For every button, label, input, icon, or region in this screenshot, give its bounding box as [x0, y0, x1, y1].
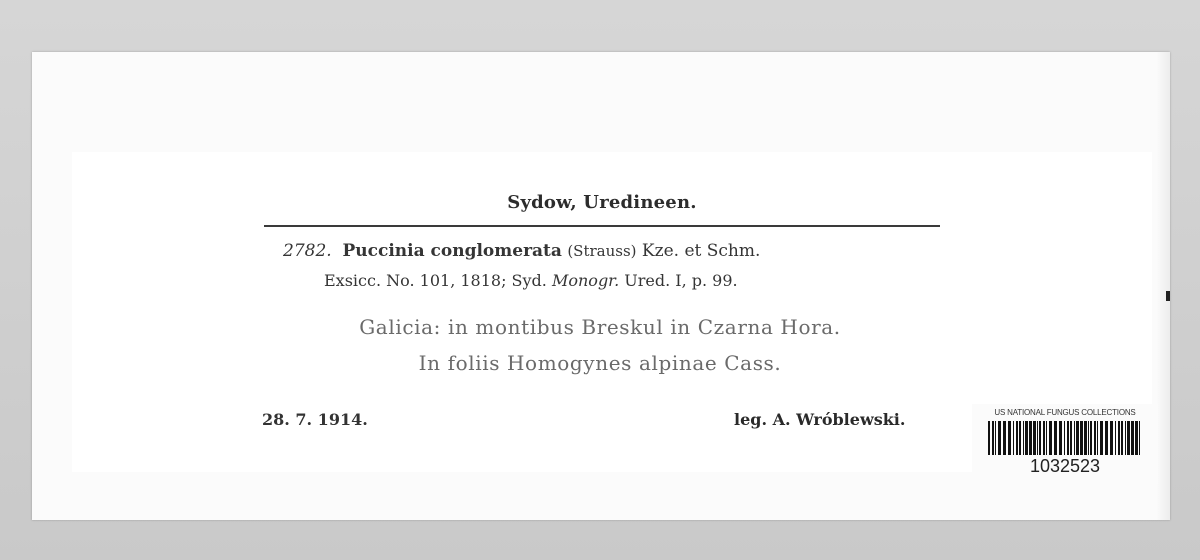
barcode-bar	[1033, 421, 1036, 455]
entry-number: 2782.	[283, 241, 332, 261]
barcode-bar	[1090, 421, 1092, 455]
barcode-bar	[1118, 421, 1120, 455]
barcode-bar	[1115, 421, 1116, 455]
author-name: Kze. et Schm.	[641, 241, 761, 261]
barcode-bar	[1070, 421, 1072, 455]
author-parenthetical: (Strauss)	[567, 242, 637, 260]
barcode-bar	[1003, 421, 1006, 455]
barcode-bar	[998, 421, 1001, 455]
barcode-bar	[1064, 421, 1065, 455]
reference-line	[324, 271, 738, 290]
barcode-bar	[1019, 421, 1021, 455]
barcode-bar	[1029, 421, 1032, 455]
barcode-bar	[1131, 421, 1134, 455]
barcode-bar	[992, 421, 994, 455]
barcode-bar	[1043, 421, 1045, 455]
reference-part2: Ured. I, p. 99.	[624, 271, 738, 290]
barcode-bar	[1008, 421, 1011, 455]
collector-name: leg. A. Wróblewski.	[734, 410, 906, 429]
reference-italic: Monogr.	[551, 271, 620, 290]
barcode-bar	[1135, 421, 1138, 455]
barcode-bar	[1105, 421, 1108, 455]
barcode-caption: US NATIONAL FUNGUS COLLECTIONS	[994, 408, 1136, 417]
barcode-bar	[1046, 421, 1047, 455]
barcode-bar	[1037, 421, 1038, 455]
barcode-bar	[1097, 421, 1098, 455]
barcode-bar	[1013, 421, 1014, 455]
barcode-bar	[1023, 421, 1024, 455]
header-rule	[264, 225, 940, 227]
barcode-bar	[1094, 421, 1096, 455]
barcode-bar	[1127, 421, 1130, 455]
barcode-bar	[1121, 421, 1123, 455]
barcode-bar	[1039, 421, 1041, 455]
barcode-bar	[1074, 421, 1075, 455]
barcode-bar	[1084, 421, 1087, 455]
barcode-bar	[1049, 421, 1052, 455]
barcode-graphic	[986, 421, 1144, 455]
barcode-bar	[1067, 421, 1069, 455]
barcode-bar	[988, 421, 990, 455]
barcode-bar	[1025, 421, 1028, 455]
collection-date: 28. 7. 1914.	[262, 410, 368, 429]
barcode-bar	[995, 421, 996, 455]
locality-line-1: Galicia: in montibus Breskul in Czarna Hora.	[359, 315, 841, 339]
edge-mark	[1166, 291, 1170, 301]
barcode-bar	[1080, 421, 1083, 455]
label-header: Sydow, Uredineen.	[507, 192, 697, 213]
barcode-bar	[1139, 421, 1140, 455]
barcode-bar	[1100, 421, 1103, 455]
barcode-bar	[1125, 421, 1126, 455]
species-name: Puccinia conglomerata	[342, 241, 562, 261]
entry-line	[283, 241, 760, 261]
barcode-bar	[1054, 421, 1057, 455]
barcode-bar	[1110, 421, 1113, 455]
locality-line-2: In foliis Homogynes alpinae Cass.	[418, 351, 782, 375]
barcode-bar	[1076, 421, 1079, 455]
barcode-bar	[1016, 421, 1018, 455]
barcode-bar	[1088, 421, 1089, 455]
barcode-number: 1032523	[1029, 456, 1101, 476]
barcode-label	[972, 404, 1158, 484]
barcode-bar	[1059, 421, 1062, 455]
reference-part1: Exsicc. No. 101, 1818; Syd.	[324, 271, 547, 290]
